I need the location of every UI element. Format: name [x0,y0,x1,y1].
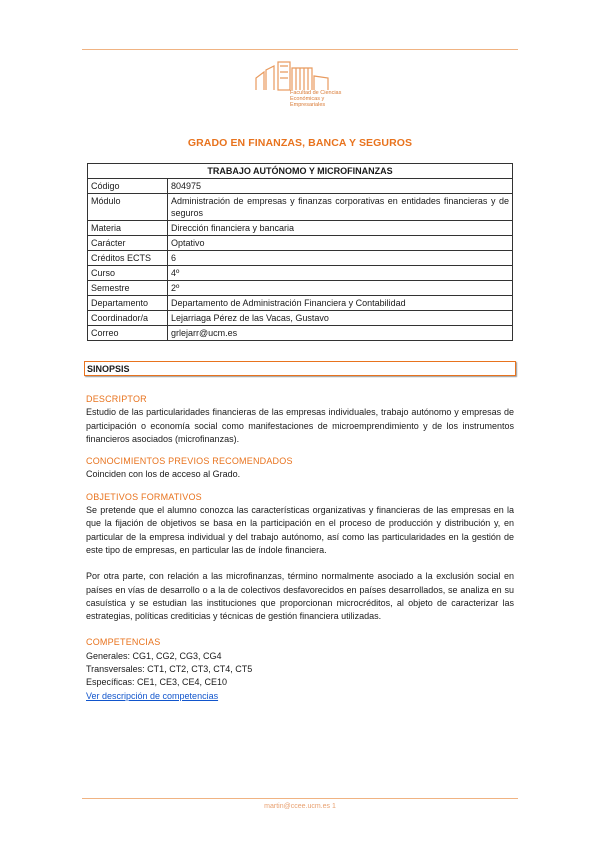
row-label: Materia [88,221,168,236]
row-label: Carácter [88,236,168,251]
objetivos-paragraph-1: Se pretende que el alumno conozca las características organizativas y financieras de las empresas en la que la fijación de objetivos se basa en la participación en el proceso de producción y distribución y, en particular de la empresa individual y del trabajo autónomo, así como las particularidades en la gestión de este tipo de empresas, en particular las de índole financiera. [86,505,514,555]
table-row [88,266,513,281]
row-label: Coordinador/a [88,311,168,326]
table-row [88,221,513,236]
objetivos-heading: OBJETIVOS FORMATIVOS [86,491,202,502]
competencias-link[interactable]: Ver descripción de competencias [86,690,219,701]
row-label: Departamento [88,296,168,311]
row-value: Dirección financiera y bancaria [168,221,513,236]
table-row [88,179,513,194]
row-label: Correo [88,326,168,341]
competencias-transversales: Transversales: CT1, CT2, CT3, CT4, CT5 [86,664,253,675]
sinopsis-header: SINOPSIS [84,361,516,376]
conocimientos-text: Coinciden con los de acceso al Grado. [86,469,241,480]
table-row [88,311,513,326]
row-label: Semestre [88,281,168,296]
row-value: Departamento de Administración Financiera y Contabilidad [168,296,513,311]
row-value: Lejarriaga Pérez de las Vacas, Gustavo [168,311,513,326]
row-label: Curso [88,266,168,281]
bottom-rule [82,798,518,799]
course-title: TRABAJO AUTÓNOMO Y MICROFINANZAS [88,164,513,179]
objetivos-paragraph-2: Por otra parte, con relación a las microfinanzas, término normalmente asociado a la exclusión social en países en vías de desarrollo o a la de colectivos desfavorecidos en países desarrollados, se analiza en su casuística y se estudian las instituciones que proporcionan microcréditos, al objeto de caracterizar las estrategias, políticas crediticias y técnicas de gestión financiera utilizadas. [86,571,514,622]
descriptor-heading: DESCRIPTOR [86,394,147,404]
conocimientos-heading: CONOCIMIENTOS PREVIOS RECOMENDADOS [86,456,293,467]
row-label: Código [88,179,168,194]
competencias-especificas: Específicas: CE1, CE3, CE4, CE10 [86,677,228,688]
sinopsis-content [86,393,514,703]
competencias-generales: Generales: CG1, CG2, CG3, CG4 [86,650,222,661]
row-value: 6 [168,251,513,266]
top-rule [82,49,518,50]
table-row [88,326,513,341]
row-label: Módulo [88,194,168,221]
competencias-heading: COMPETENCIAS [86,637,161,648]
row-value: Administración de empresas y finanzas corporativas en entidades financieras y de seguros [168,194,513,221]
table-row [88,251,513,266]
degree-title: GRADO EN FINANZAS, BANCA Y SEGUROS [187,137,413,149]
row-value: Optativo [168,236,513,251]
footer-text: martin@ccee.ucm.es 1 [264,803,336,810]
table-row [88,281,513,296]
row-value: 804975 [168,179,513,194]
table-row [88,194,513,221]
row-value: grlejarr@ucm.es [168,326,513,341]
row-value: 4º [168,266,513,281]
row-value: 2º [168,281,513,296]
table-row [88,236,513,251]
row-label: Créditos ECTS [88,251,168,266]
table-row [88,296,513,311]
course-info-table [87,163,513,341]
descriptor-text: Estudio de las particularidades financieras de las empresas individuales, trabajo autónomo y empresas de participación o economía social como manifestaciones de microemprendimiento y de los instrumentos financieros asociados (microfinanzas). [86,407,514,444]
logo-text: Facultad de Ciencias Económicas y Empresariales [290,90,342,108]
